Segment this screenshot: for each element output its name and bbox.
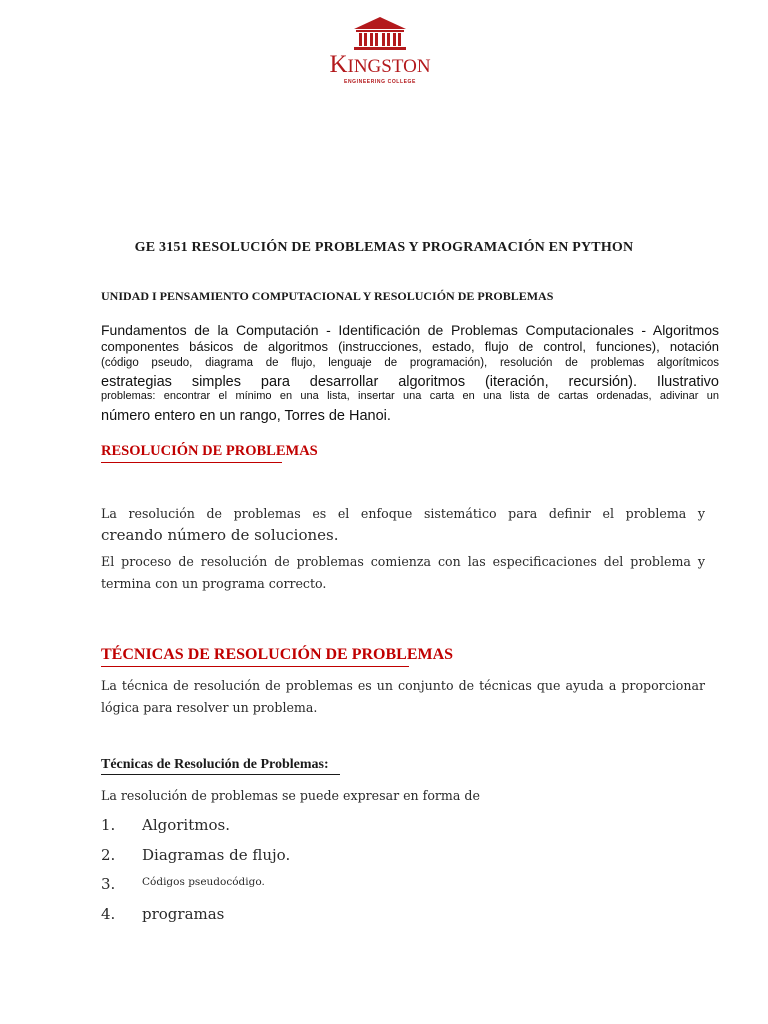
paragraph-line: lógica para resolver un problema.: [101, 700, 318, 715]
paragraph-line: creando número de soluciones.: [101, 526, 339, 544]
list-item: programas: [142, 905, 225, 923]
syllabus-line: número entero en un rango, Torres de Hanoi.: [101, 408, 391, 424]
logo-wordmark: KINGSTON: [329, 51, 431, 78]
logo-subtitle: ENGINEERING COLLEGE: [344, 79, 416, 85]
college-logo: [315, 16, 445, 86]
paragraph-line: La técnica de resolución de problemas es un conjunto de técnicas que ayuda a proporcionar: [101, 678, 705, 693]
heading-underline: [101, 666, 409, 667]
list-number: 2.: [101, 846, 116, 864]
unit-heading: UNIDAD I PENSAMIENTO COMPUTACIONAL Y RESOLUCIÓN DE PROBLEMAS: [101, 289, 554, 303]
syllabus-line: componentes básicos de algoritmos (instrucciones, estado, flujo de control, funciones), notación: [101, 339, 719, 354]
section-heading-resolucion: RESOLUCIÓN DE PROBLEMAS: [101, 443, 318, 459]
syllabus-line: estrategias simples para desarrollar algoritmos (iteración, recursión). Ilustrativo: [101, 374, 719, 390]
subheading-tecnicas: Técnicas de Resolución de Problemas:: [101, 757, 329, 772]
syllabus-line: Fundamentos de la Computación - Identificación de Problemas Computacionales - Algoritmos: [101, 322, 719, 338]
section-heading-tecnicas: TÉCNICAS DE RESOLUCIÓN DE PROBLEMAS: [101, 646, 454, 663]
list-item: Códigos pseudocódigo.: [142, 876, 265, 888]
list-item: Algoritmos.: [142, 816, 230, 834]
paragraph-line: La resolución de problemas es el enfoque sistemático para definir el problema y: [101, 506, 705, 521]
subheading-underline: [101, 774, 340, 775]
list-number: 4.: [101, 905, 116, 923]
list-number: 1.: [101, 816, 116, 834]
list-number: 3.: [101, 875, 116, 893]
paragraph-line: El proceso de resolución de problemas comienza con las especificaciones del problema y: [101, 554, 705, 569]
building-icon: [315, 16, 445, 56]
syllabus-line: (código pseudo, diagrama de flujo, lenguaje de programación), resolución de problemas algorítmicos: [101, 357, 719, 369]
list-item: Diagramas de flujo.: [142, 846, 291, 864]
syllabus-line: problemas: encontrar el mínimo en una lista, insertar una carta en una lista de cartas ordenadas, adivinar un: [101, 390, 719, 402]
heading-underline: [101, 462, 282, 463]
list-intro: La resolución de problemas se puede expresar en forma de: [101, 788, 480, 803]
course-title: GE 3151 RESOLUCIÓN DE PROBLEMAS Y PROGRAMACIÓN EN PYTHON: [134, 240, 634, 255]
paragraph-line: termina con un programa correcto.: [101, 576, 327, 591]
